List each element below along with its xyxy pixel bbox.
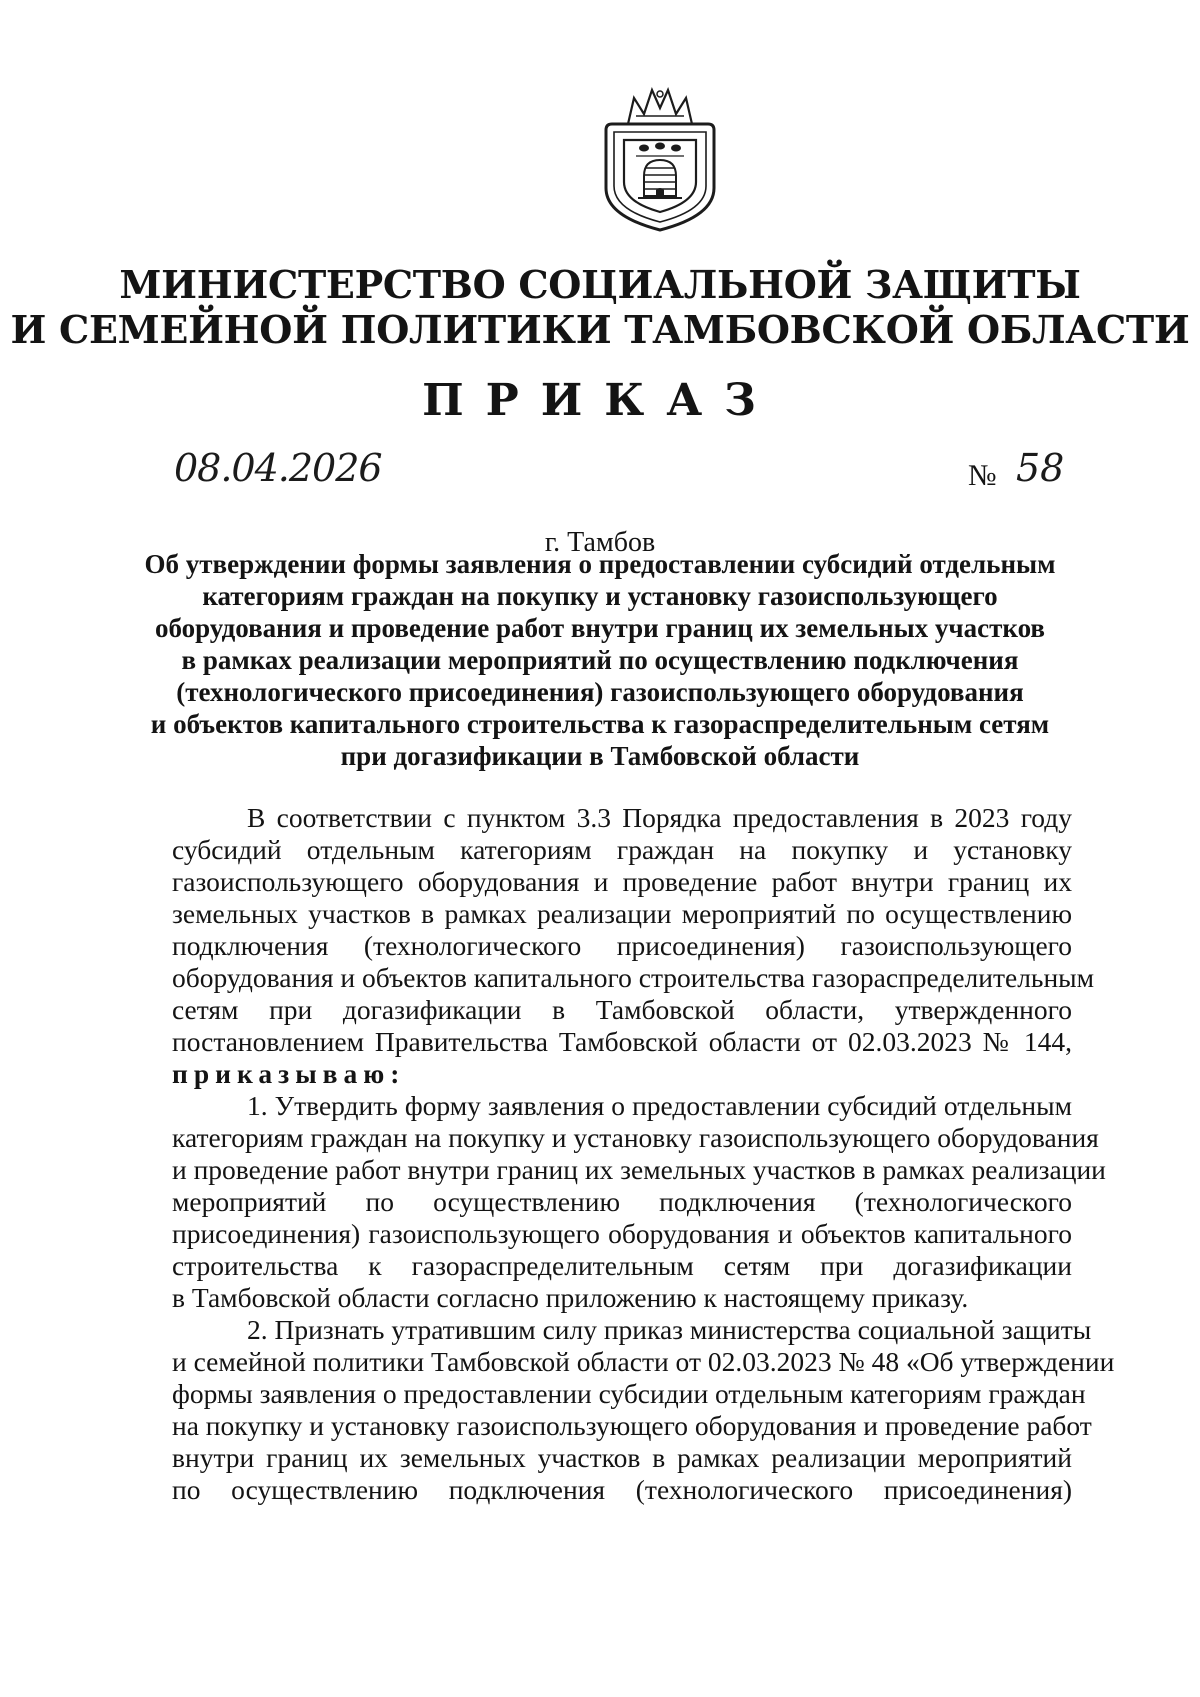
title-line: оборудования и проведение работ внутри границ их земельных участков [154, 613, 1046, 643]
body-line: на покупку и установку газоиспользующего оборудования и проведение работ [172, 1410, 1092, 1441]
body-line: категориям граждан на покупку и установку газоиспользующего оборудования [172, 1122, 1099, 1153]
title-line: категориям граждан на покупку и установку газоиспользующего [202, 581, 998, 611]
number-sign: № [968, 459, 997, 492]
handwritten-order-number: 58 [1016, 446, 1065, 490]
title-line: при догазификации в Тамбовской области [340, 741, 860, 771]
title-line: (технологического присоединения) газоиспользующего оборудования [176, 677, 1024, 707]
handwritten-date: 08.04.2026 [174, 446, 382, 490]
body-line: сетям при догазификации в Тамбовской области, утвержденного [172, 994, 1072, 1025]
title-line: в рамках реализации мероприятий по осуществлению подключения [181, 645, 1019, 675]
body-line: строительства к газораспределительным сетям при догазификации [172, 1250, 1072, 1281]
ministry-name-line-1: МИНИСТЕРСТВО СОЦИАЛЬНОЙ ЗАЩИТЫ [119, 262, 1081, 307]
body-line: и проведение работ внутри границ их земельных участков в рамках реализации [172, 1154, 1106, 1185]
order-verb: приказываю: [172, 1058, 406, 1089]
body-line: и семейной политики Тамбовской области от 02.03.2023 № 48 «Об утверждении [172, 1346, 1115, 1377]
body-line: формы заявления о предоставлении субсидии отдельным категориям граждан [172, 1378, 1086, 1409]
coat-of-arms-icon [598, 84, 722, 232]
body-line: В соответствии с пунктом 3.3 Порядка предоставления в 2023 году [247, 802, 1072, 833]
body-line: присоединения) газоиспользующего оборудования и объектов капитального [172, 1218, 1072, 1249]
body-line: земельных участков в рамках реализации мероприятий по осуществлению [172, 898, 1072, 929]
title-line: и объектов капитального строительства к газораспределительным сетям [150, 709, 1050, 739]
body-line: постановлением Правительства Тамбовской области от 02.03.2023 № 144, [172, 1026, 1072, 1057]
body-line: внутри границ их земельных участков в рамках реализации мероприятий [172, 1442, 1072, 1473]
title-line: Об утверждении формы заявления о предоставлении субсидий отдельным [144, 549, 1056, 579]
body-line: подключения (технологического присоединения) газоиспользующего [172, 930, 1072, 961]
ministry-name-line-2: И СЕМЕЙНОЙ ПОЛИТИКИ ТАМБОВСКОЙ ОБЛАСТИ [10, 307, 1190, 352]
body-line: субсидий отдельным категориям граждан на покупку и установку [172, 834, 1072, 865]
body-line: 1. Утвердить форму заявления о предоставлении субсидий отдельным [247, 1090, 1072, 1121]
body-line: мероприятий по осуществлению подключения (технологического [172, 1186, 1072, 1217]
body-line: в Тамбовской области согласно приложению к настоящему приказу. [172, 1282, 969, 1313]
body-line: 2. Признать утратившим силу приказ министерства социальной защиты [247, 1314, 1092, 1345]
body-line: оборудования и объектов капитального строительства газораспределительным [172, 962, 1095, 993]
body-line: по осуществлению подключения (технологического присоединения) [172, 1474, 1072, 1505]
body-line: газоиспользующего оборудования и проведение работ внутри границ их [172, 866, 1072, 897]
document-type-heading: ПРИКАЗ [422, 375, 778, 426]
city-line: г. Тамбов [544, 527, 656, 558]
